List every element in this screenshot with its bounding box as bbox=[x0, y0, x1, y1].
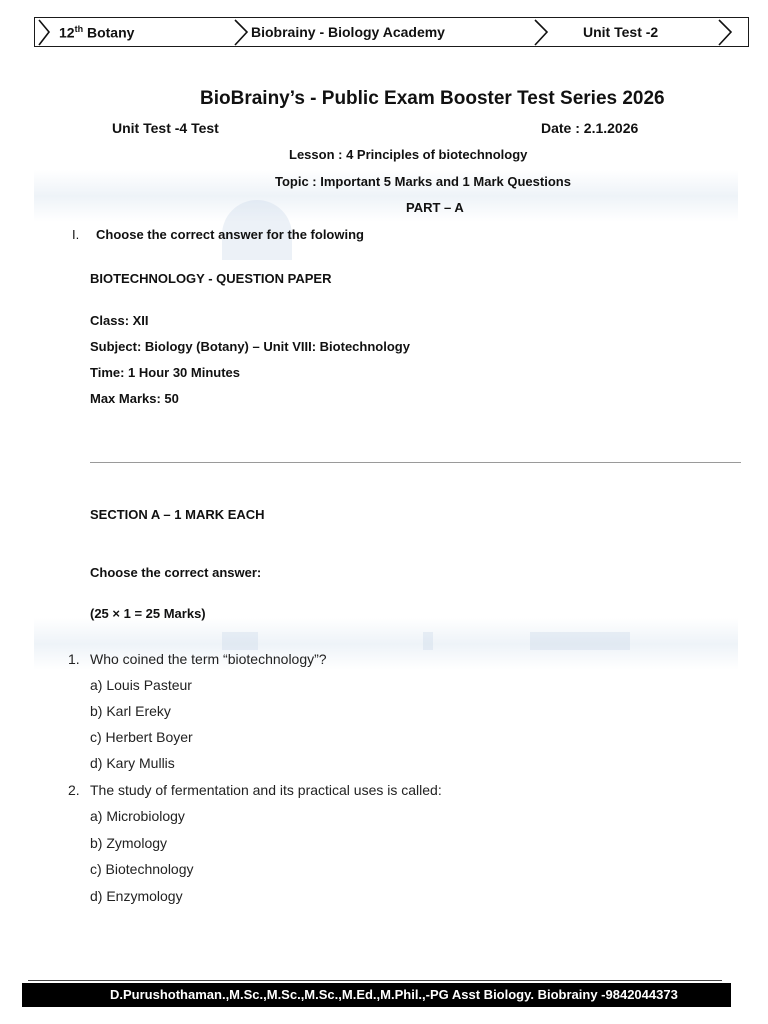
instruction-number: I. bbox=[72, 227, 80, 242]
footer-bar: D.Purushothaman.,M.Sc.,M.Sc.,M.Sc.,M.Ed.,M.Phil.,-PG Asst Biology. Biobrainy -9842044373 bbox=[22, 983, 731, 1007]
meta-class: Class: XII bbox=[90, 313, 149, 328]
watermark-shape-bottom-right bbox=[530, 632, 630, 650]
question-number: 1. bbox=[68, 651, 80, 667]
header-academy: Biobrainy - Biology Academy bbox=[251, 24, 445, 40]
answer-option: c) Herbert Boyer bbox=[90, 729, 193, 745]
answer-option: b) Zymology bbox=[90, 835, 168, 851]
question-text: Who coined the term “biotechnology”? bbox=[90, 651, 327, 667]
meta-subject: Subject: Biology (Botany) – Unit VIII: Biotechnology bbox=[90, 339, 410, 354]
paper-heading: BIOTECHNOLOGY - QUESTION PAPER bbox=[90, 271, 332, 286]
answer-option: d) Enzymology bbox=[90, 888, 183, 904]
section-divider bbox=[90, 462, 741, 463]
header-bar bbox=[34, 17, 749, 47]
page-title: BioBrainy’s - Public Exam Booster Test Series 2026 bbox=[200, 88, 665, 109]
watermark-shape-bottom-left bbox=[222, 632, 258, 650]
part-label: PART – A bbox=[406, 200, 464, 215]
instruction-text: Choose the correct answer for the folowing bbox=[96, 227, 364, 242]
question-text: The study of fermentation and its practical uses is called: bbox=[90, 782, 442, 798]
footer-rule bbox=[28, 980, 722, 981]
meta-time: Time: 1 Hour 30 Minutes bbox=[90, 365, 241, 380]
test-name: Unit Test -4 Test bbox=[112, 120, 219, 136]
header-unit-test: Unit Test -2 bbox=[583, 24, 659, 40]
answer-option: c) Biotechnology bbox=[90, 861, 194, 877]
test-date: Date : 2.1.2026 bbox=[541, 120, 639, 136]
answer-option: d) Kary Mullis bbox=[90, 755, 175, 771]
section-instruction: Choose the correct answer: bbox=[90, 565, 262, 580]
section-marks: (25 × 1 = 25 Marks) bbox=[90, 606, 206, 621]
answer-option: a) Microbiology bbox=[90, 808, 185, 824]
header-class: 12th Botany bbox=[59, 24, 135, 41]
answer-option: b) Karl Ereky bbox=[90, 703, 171, 719]
question-number: 2. bbox=[68, 782, 80, 798]
topic-line: Topic : Important 5 Marks and 1 Mark Questions bbox=[275, 174, 571, 189]
lesson-line: Lesson : 4 Principles of biotechnology bbox=[289, 147, 528, 162]
watermark-shape-bottom-mid bbox=[423, 632, 433, 650]
answer-option: a) Louis Pasteur bbox=[90, 677, 192, 693]
section-heading: SECTION A – 1 MARK EACH bbox=[90, 507, 265, 522]
meta-max-marks: Max Marks: 50 bbox=[90, 391, 179, 406]
